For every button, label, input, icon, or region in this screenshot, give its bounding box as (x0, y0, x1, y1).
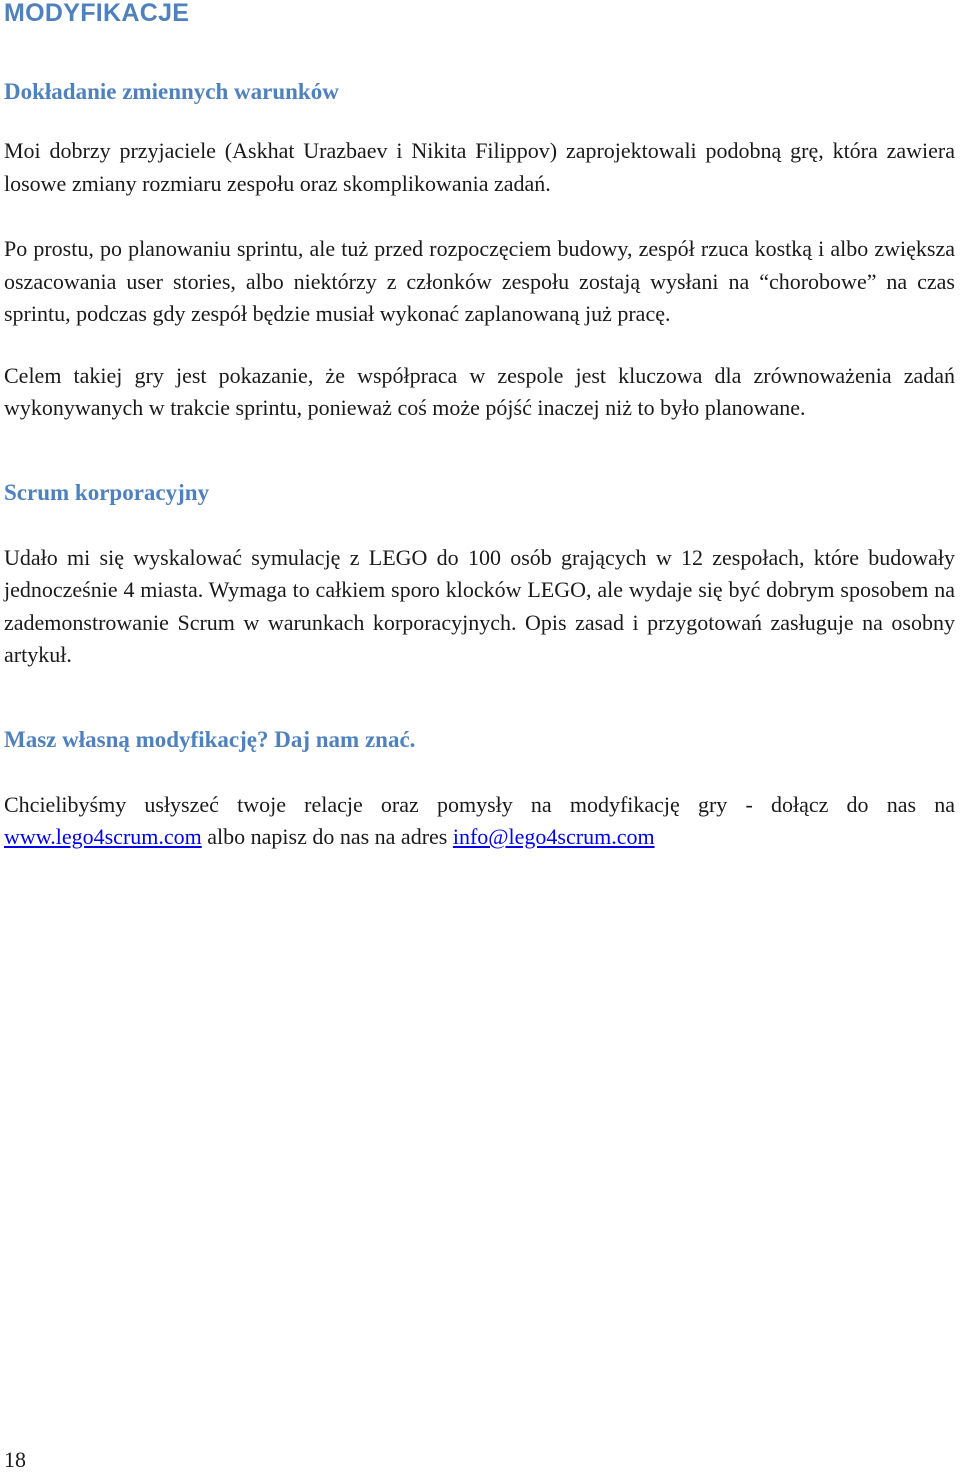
paragraph-corporate-scaling: Udało mi się wyskalować symulację z LEGO do 100 osób grających w 12 zespołach, które budowały jednocześnie 4 miasta. Wymaga to całkiem sporo klocków LEGO, ale wydaje się być dobrym sposobem na zademonstrowanie Scrum w warunkach korporacyjnych. Opis zasad i przygotowań zasługuje na osobny artykuł. (4, 544, 955, 667)
email-link[interactable]: info@lego4scrum.com (452, 824, 655, 849)
contact-text-before: Chcielibyśmy usłyszeć twoje relacje oraz pomysły na modyfikację gry - dołącz do nas na (4, 791, 955, 817)
website-link[interactable]: www.lego4scrum.com (4, 824, 202, 849)
section-heading-variable-conditions: Dokładanie zmiennych warunków (4, 79, 339, 104)
page-number: 18 (4, 1447, 26, 1472)
section-heading-corporate-scrum: Scrum korporacyjny (4, 479, 210, 505)
paragraph-dice-roll: Po prostu, po planowaniu sprintu, ale tuż przed rozpoczęciem budowy, zespół rzuca kostką i albo zwiększa oszacowania user stories, albo niektórzy z członków zespołu zostają wysłani na “chorobowe” na czas sprintu, podczas gdy zespół będzie musiał wykonać zaplanowaną już pracę. (4, 236, 955, 326)
section-heading-own-modification: Masz własną modyfikację? Daj nam znać. (4, 726, 416, 752)
paragraph-game-goal: Celem takiej gry jest pokazanie, że współpraca w zespole jest kluczowa dla zrównoważenia zadań wykonywanych w trakcie sprintu, ponieważ coś może pójść inaczej niż to było planowane. (4, 362, 955, 420)
page-title: MODYFIKACJE (4, 0, 190, 27)
contact-text-middle: albo napisz do nas na adres (201, 824, 453, 849)
paragraph-friends-game: Moi dobrzy przyjaciele (Askhat Urazbaev i Nikita Filippov) zaprojektowali podobną grę, która zawiera losowe zmiany rozmiaru zespołu oraz skomplikowania zadań. (4, 138, 955, 196)
document-page (4, 0, 955, 854)
paragraph-contact (4, 789, 955, 854)
